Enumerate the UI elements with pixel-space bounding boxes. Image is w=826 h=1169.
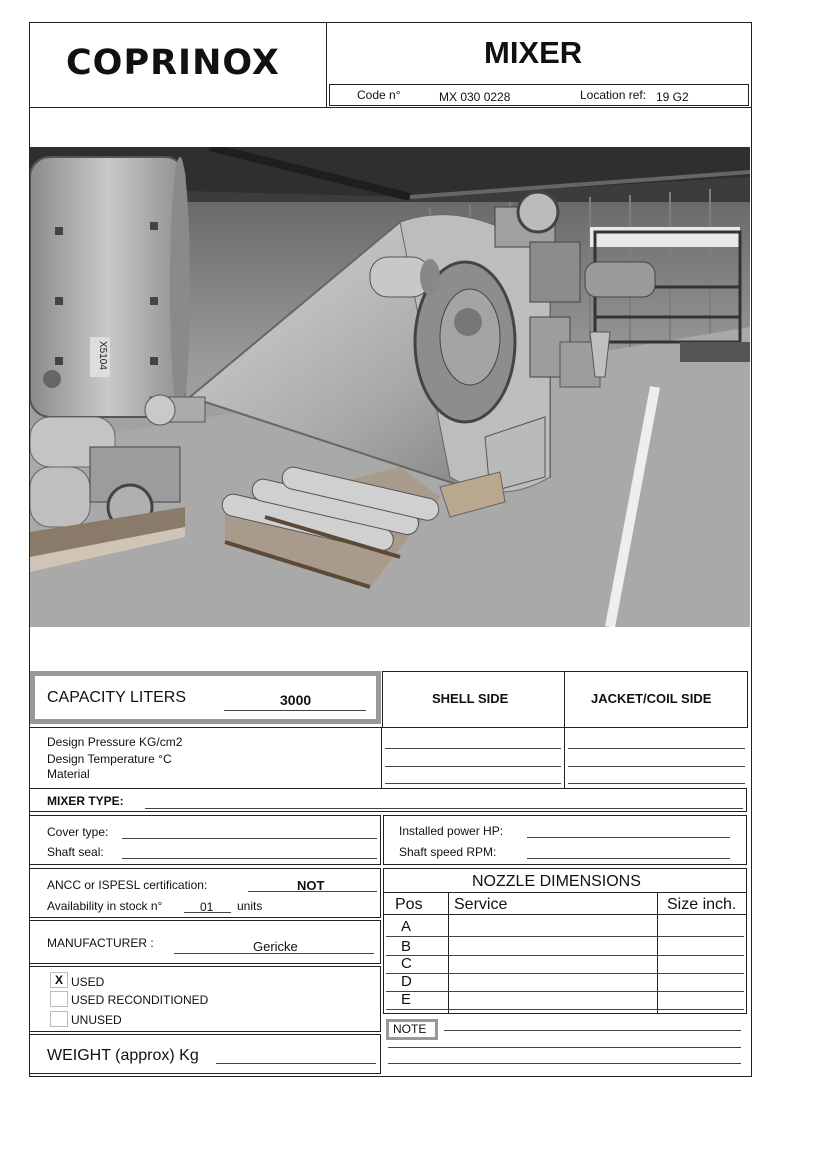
jacket-temperature-line (568, 766, 745, 767)
note-line-2 (388, 1047, 741, 1048)
header-bottom-rule (29, 107, 752, 108)
nozzle-row-rule-b (386, 955, 744, 956)
shaft-speed-label: Shaft speed RPM: (399, 845, 497, 859)
manufacturer-label: MANUFACTURER : (47, 936, 154, 950)
shell-pressure-line (385, 748, 561, 749)
nozzle-header-rule (383, 914, 747, 915)
nozzle-header-service: Service (454, 896, 508, 913)
capacity-value: 3000 (280, 692, 312, 708)
used-checkbox[interactable]: X (50, 972, 68, 988)
shaft-seal-line (122, 858, 377, 859)
nozzle-header-pos: Pos (395, 896, 423, 913)
code-label: Code n° (357, 88, 401, 102)
note-line-3 (388, 1063, 741, 1064)
nozzle-row-rule-e (386, 1009, 744, 1010)
capacity-label: CAPACITY LITERS (47, 689, 186, 706)
used-label: USED (71, 975, 105, 989)
cover-type-label: Cover type: (47, 825, 109, 839)
jacket-pressure-line (568, 748, 745, 749)
nozzle-pos-a: A (401, 918, 412, 935)
header-divider (326, 22, 327, 108)
material-label: Material (47, 767, 90, 781)
nozzle-row-rule-d (386, 991, 744, 992)
nozzle-title-rule (383, 892, 747, 893)
unused-label: UNUSED (71, 1013, 122, 1027)
nozzle-col-divider-1 (448, 892, 449, 1014)
note-line-1 (444, 1030, 741, 1031)
design-temperature-label: Design Temperature °C (47, 752, 172, 766)
nozzle-pos-e: E (401, 991, 412, 1008)
capacity-underline (224, 710, 366, 711)
cover-type-line (122, 838, 377, 839)
nozzle-col-divider-2 (657, 892, 658, 1014)
reconditioned-checkbox[interactable] (50, 991, 68, 1007)
jacket-material-line (568, 783, 745, 784)
weight-label: WEIGHT (approx) Kg (47, 1047, 199, 1064)
unused-checkbox[interactable] (50, 1011, 68, 1027)
manufacturer-value: Gericke (253, 939, 298, 954)
stock-label: Availability in stock n° (47, 899, 163, 913)
location-value: 19 G2 (656, 90, 689, 104)
installed-power-line (527, 837, 730, 838)
nozzle-row-rule-a (386, 936, 744, 937)
reconditioned-label: USED RECONDITIONED (71, 993, 209, 1007)
installed-power-label: Installed power HP: (399, 824, 504, 838)
stock-units-label: units (237, 899, 263, 913)
tank-marking: X5104 (97, 341, 108, 370)
certification-value: NOT (297, 878, 325, 893)
nozzle-pos-c: C (401, 955, 412, 972)
shell-side-label: SHELL SIDE (432, 691, 509, 706)
shaft-seal-label: Shaft seal: (47, 845, 104, 859)
shell-material-line (385, 783, 561, 784)
weight-line (216, 1063, 376, 1064)
location-label: Location ref: (580, 88, 647, 102)
shell-temperature-line (385, 766, 561, 767)
nozzle-header-size: Size inch. (667, 896, 737, 913)
mixer-photo (30, 147, 750, 627)
jacket-side-label: JACKET/COIL SIDE (591, 691, 712, 706)
note-label: NOTE (393, 1022, 427, 1036)
design-pressure-label: Design Pressure KG/cm2 (47, 735, 183, 749)
nozzle-pos-b: B (401, 938, 412, 955)
nozzle-table-title: NOZZLE DIMENSIONS (472, 873, 641, 890)
mixer-type-line (145, 808, 743, 809)
page-title: MIXER (484, 35, 583, 70)
stock-value: 01 (200, 900, 214, 914)
company-logo: COPRINOX (66, 43, 280, 83)
mixer-type-label: MIXER TYPE: (47, 794, 124, 808)
nozzle-pos-d: D (401, 973, 412, 990)
certification-label: ANCC or ISPESL certification: (47, 878, 208, 892)
shaft-speed-line (527, 858, 730, 859)
code-value: MX 030 0228 (439, 90, 511, 104)
design-column-divider (564, 727, 565, 789)
nozzle-row-rule-c (386, 973, 744, 974)
